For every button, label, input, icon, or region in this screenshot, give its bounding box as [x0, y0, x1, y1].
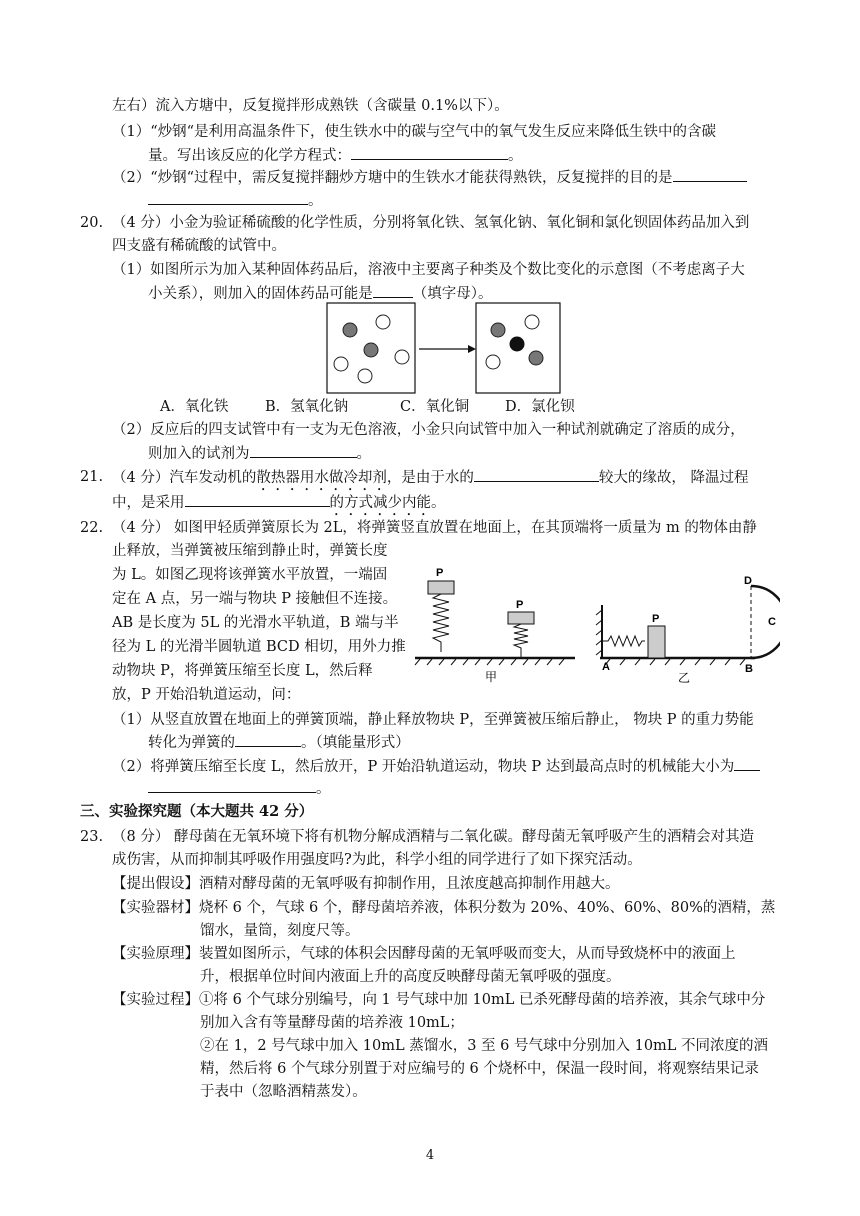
- label-b: B: [745, 663, 753, 675]
- text-line: [148, 283, 493, 304]
- ion-gray: [529, 351, 543, 365]
- text-line: （8 分） 酵母菌在无氧环境下将有机物分解成酒精与二氧化碳。酵母菌无氧呼吸产生的酒精会对其造: [112, 829, 754, 845]
- question-text: 小关系），则加入的固体药品可能是: [148, 286, 373, 302]
- answer-blank: [734, 756, 760, 771]
- answer-blank: [185, 492, 330, 507]
- ion-white: [486, 355, 500, 369]
- text-line: 别加入含有等量酵母菌的培养液 10mL；: [200, 1015, 464, 1031]
- emphasized-text: 的方式减少内能: [329, 495, 431, 511]
- text-line: 动物块 P，将弹簧压缩至长度 L，然后释: [112, 663, 373, 679]
- option-a: A．氧化铁: [160, 399, 229, 415]
- label-p: P: [436, 567, 444, 579]
- ion-change-diagram: [326, 302, 562, 398]
- question-text: 较大的缘故， 降温过程: [598, 470, 749, 486]
- text-line: （1）从竖直放置在地面上的弹簧顶端，静止释放物块 P，至弹簧被压缩后静止， 物块 P 的重力势能: [112, 712, 754, 728]
- text-line: 左右）流入方塘中，反复搅拌形成熟铁（含碳量 0.1%以下）。: [112, 98, 509, 114]
- label-jia: 甲: [485, 670, 498, 684]
- text-line: （1）如图所示为加入某种固体药品后，溶液中主要离子种类及个数比变化的示意图（不考虑离子大: [112, 262, 745, 278]
- label-c: C: [768, 616, 776, 628]
- ion-white: [358, 369, 372, 383]
- text-line: （4 分） 如图甲轻质弹簧原长为 2L，将弹簧竖直放置在地面上，在其顶端将一质量为 m 的物体由静: [112, 520, 757, 536]
- text-line: [112, 467, 748, 494]
- text-line: 【实验器材】烧杯 6 个，气球 6 个，酵母菌培养液，体积分数为 20%、40%、60%、80%的酒精，蒸: [112, 900, 776, 916]
- text-line: 精，然后将 6 个气球分别置于对应编号的 6 个烧杯中，保温一段时间，将观察结果记录: [200, 1061, 759, 1077]
- question-number: 20.: [80, 215, 104, 231]
- question-number: 21.: [80, 469, 104, 485]
- label-p: P: [516, 599, 524, 611]
- arrow-head: [468, 345, 476, 353]
- text-line: 成伤害，从而抑制其呼吸作用强度吗?为此，科学小组的同学进行了如下探究活动。: [112, 852, 642, 868]
- question-text: 。（填能量形式）: [301, 735, 410, 751]
- ion-white: [376, 315, 390, 329]
- ion-white: [334, 357, 348, 371]
- text-line: 定在 A 点，另一端与物块 P 接触但不连接。: [112, 591, 398, 607]
- option-d: D．氯化钡: [505, 399, 575, 415]
- emphasized-text: 散热器用水做冷却剂: [256, 470, 387, 486]
- answer-blank: [148, 190, 308, 205]
- text-line: （4 分）小金为验证稀硫酸的化学性质，分别将氧化铁、氢氧化钠、氧化铜和氯化钡固体药品加入到: [112, 215, 750, 231]
- question-text: （2）将弹簧压缩至长度 L，然后放开，P 开始沿轨道运动，物块 P 达到最高点时的机械能大小为: [112, 759, 735, 775]
- question-number: 23.: [80, 829, 104, 845]
- text-line: [148, 190, 323, 211]
- label-yi: 乙: [678, 671, 691, 685]
- text-line: 【实验过程】①将 6 个气球分别编号，向 1 号气球中加 10mL 已杀死酵母菌的培养液，其余气球中分: [112, 992, 766, 1008]
- text-line: [112, 492, 446, 519]
- spring-horizontal: [602, 636, 645, 646]
- question-text: （4 分）汽车发动机的: [112, 470, 257, 486]
- answer-blank: [148, 778, 316, 793]
- question-text: 则加入的试剂为: [148, 446, 250, 462]
- question-text: ，是由于水的: [386, 470, 474, 486]
- question-text: （2）“炒钢“过程中，需反复搅拌翻炒方塘中的生铁水才能获得熟铁，反复搅拌的目的是: [112, 170, 673, 186]
- spring-track-figure: [410, 560, 780, 688]
- answer-blank: [474, 467, 599, 482]
- block-p-top: [428, 581, 454, 594]
- text-line: （1）“炒钢“是利用高温条件下，使生铁水中的碳与空气中的氧气发生反应来降低生铁中的含碳: [112, 124, 717, 140]
- text-line: [112, 756, 760, 777]
- block-p: [648, 626, 665, 658]
- text-line: [112, 167, 747, 188]
- text-line: 径为 L 的光滑半圆轨道 BCD 相切，用外力推: [112, 639, 406, 655]
- punctuation: 。: [508, 148, 523, 164]
- label-p: P: [652, 613, 660, 625]
- block-p-compressed: [508, 612, 534, 624]
- option-c: C．氧化铜: [400, 399, 470, 415]
- question-text: 转化为弹簧的: [148, 735, 235, 751]
- text-line: ②在 1，2 号气球中加入 10mL 蒸馏水，3 至 6 号气球中分别加入 10mL 不同浓度的酒: [200, 1038, 769, 1054]
- text-line: （2）反应后的四支试管中有一支为无色溶液，小金只向试管中加入一种试剂就确定了溶质的成分，: [112, 422, 745, 438]
- text-line: [148, 732, 410, 753]
- text-line: 四支盛有稀硫酸的试管中。: [112, 238, 286, 254]
- ion-gray: [343, 323, 357, 337]
- answer-blank: [235, 732, 301, 747]
- text-line: 【提出假设】酒精对酵母菌的无氧呼吸有抑制作用，且浓度越高抑制作用越大。: [112, 876, 620, 892]
- punctuation: 。: [356, 446, 371, 462]
- punctuation: 。: [431, 495, 446, 511]
- ion-white: [395, 350, 409, 364]
- text-line: 【实验原理】装置如图所示，气球的体积会因酵母菌的无氧呼吸而变大，从而导致烧杯中的液面上: [112, 946, 736, 962]
- label-d: D: [744, 575, 752, 587]
- spring-long: [433, 594, 449, 652]
- ion-gray: [364, 343, 378, 357]
- page-number: 4: [425, 1148, 435, 1163]
- option-b: B．氢氧化钠: [265, 399, 349, 415]
- ion-gray: [491, 323, 505, 337]
- text-line: 为 L。如图乙现将该弹簧水平放置，一端固: [112, 567, 388, 583]
- text-line: AB 是长度为 5L 的光滑水平轨道，B 端与半: [112, 615, 399, 631]
- answer-blank: [373, 283, 413, 298]
- label-a: A: [602, 661, 610, 673]
- text-line: 馏水，量筒，刻度尺等。: [200, 923, 360, 939]
- ion-black: [510, 337, 524, 351]
- text-line: 升，根据单位时间内液面上升的高度反映酵母菌无氧呼吸的强度。: [200, 969, 621, 985]
- text-line: [148, 778, 331, 799]
- answer-blank: [250, 443, 357, 458]
- text-line: 于表中（忽略酒精蒸发）。: [200, 1084, 367, 1100]
- question-text: 中，是采用: [112, 495, 185, 511]
- answer-blank: [351, 145, 508, 160]
- answer-blank: [673, 167, 747, 182]
- question-number: 22.: [80, 520, 104, 536]
- text-line: 止释放，当弹簧被压缩到静止时，弹簧长度: [112, 543, 388, 559]
- spring-short: [514, 624, 528, 658]
- text-line: [148, 443, 371, 464]
- ion-white: [525, 315, 539, 329]
- punctuation: 。: [308, 193, 323, 209]
- text-line: 放，P 开始沿轨道运动，问：: [112, 687, 301, 703]
- question-text: （填字母）。: [412, 286, 493, 302]
- punctuation: 。: [316, 781, 331, 797]
- text-line: [148, 145, 523, 166]
- section-heading: 三、实验探究题（本大题共 42 分）: [80, 803, 314, 820]
- question-text: 量。写出该反应的化学方程式：: [148, 148, 351, 164]
